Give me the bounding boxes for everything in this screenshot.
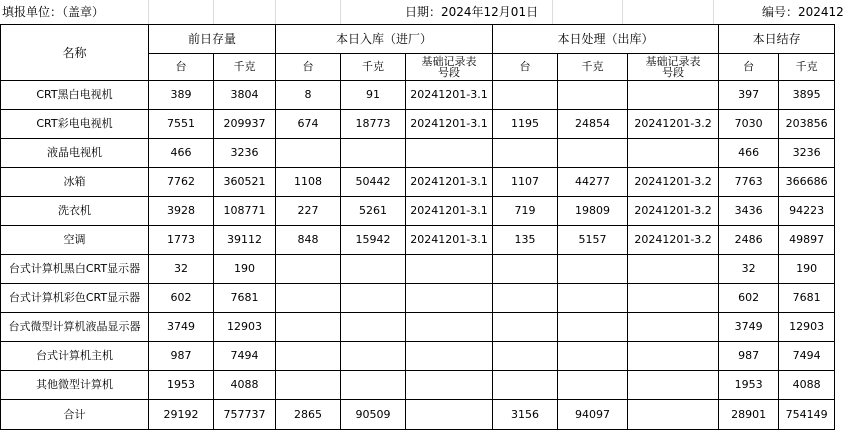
table-row: [1, 197, 835, 226]
cell-end-kg[interactable]: 12903: [779, 313, 835, 342]
cell-out-unit[interactable]: 719: [493, 197, 558, 226]
cell-in-unit[interactable]: [276, 139, 341, 168]
cell-in-unit[interactable]: 1108: [276, 168, 341, 197]
cell-in-kg[interactable]: 18773: [341, 110, 406, 139]
cell-end-kg[interactable]: 4088: [779, 371, 835, 400]
cell-in-unit[interactable]: 848: [276, 226, 341, 255]
table-row: [1, 255, 835, 284]
table-row: [1, 313, 835, 342]
cell-end-unit[interactable]: 397: [719, 81, 779, 110]
cell-name[interactable]: 台式计算机彩色CRT显示器: [1, 284, 149, 313]
cell-prev-unit[interactable]: 602: [149, 284, 214, 313]
cell-end-unit[interactable]: 3749: [719, 313, 779, 342]
cell-prev-unit[interactable]: 29192: [149, 400, 214, 430]
table-row: [1, 168, 835, 197]
cell-in-ref[interactable]: [406, 313, 493, 342]
report-date[interactable]: 日期：2024年12月01日: [405, 5, 539, 19]
cell-in-unit[interactable]: 227: [276, 197, 341, 226]
table-row: [1, 139, 835, 168]
cell-in-kg[interactable]: [341, 313, 406, 342]
cell-in-kg[interactable]: [341, 371, 406, 400]
cell-out-kg[interactable]: [558, 81, 628, 110]
cell-prev-kg[interactable]: 209937: [214, 110, 276, 139]
cell-gridline: [340, 0, 341, 24]
cell-end-kg[interactable]: 3236: [779, 139, 835, 168]
cell-out-unit[interactable]: 3156: [493, 400, 558, 430]
cell-out-kg[interactable]: [558, 313, 628, 342]
cell-in-ref[interactable]: [406, 255, 493, 284]
cell-out-unit[interactable]: [493, 255, 558, 284]
cell-in-kg[interactable]: 50442: [341, 168, 406, 197]
subheader-prev-kg[interactable]: 千克: [214, 54, 276, 81]
cell-prev-kg[interactable]: 4088: [214, 371, 276, 400]
cell-out-kg[interactable]: 19809: [558, 197, 628, 226]
cell-out-kg[interactable]: [558, 284, 628, 313]
report-code[interactable]: 编号：202412: [762, 5, 844, 19]
cell-out-unit[interactable]: 135: [493, 226, 558, 255]
subheader-end-kg[interactable]: 千克: [779, 54, 835, 81]
cell-name[interactable]: 合计: [1, 400, 149, 430]
cell-out-ref[interactable]: [628, 400, 719, 430]
cell-end-unit[interactable]: 466: [719, 139, 779, 168]
cell-in-ref[interactable]: 20241201-3.1: [406, 81, 493, 110]
cell-prev-unit[interactable]: 7762: [149, 168, 214, 197]
subheader-in-ref[interactable]: [406, 54, 493, 81]
cell-in-ref[interactable]: 20241201-3.1: [406, 197, 493, 226]
cell-end-unit[interactable]: 987: [719, 342, 779, 371]
cell-in-ref[interactable]: [406, 139, 493, 168]
subheader-in-kg[interactable]: 千克: [341, 54, 406, 81]
cell-end-unit[interactable]: 7763: [719, 168, 779, 197]
cell-name[interactable]: 冰箱: [1, 168, 149, 197]
cell-out-ref[interactable]: 20241201-3.2: [628, 226, 719, 255]
cell-end-kg[interactable]: 190: [779, 255, 835, 284]
cell-in-kg[interactable]: 90509: [341, 400, 406, 430]
table-row: [1, 110, 835, 139]
cell-end-kg[interactable]: 366686: [779, 168, 835, 197]
cell-out-kg[interactable]: 94097: [558, 400, 628, 430]
table-row: [1, 371, 835, 400]
col-header-prev-stock[interactable]: 前日存量: [149, 25, 276, 54]
cell-out-kg[interactable]: 5157: [558, 226, 628, 255]
cell-name[interactable]: 其他微型计算机: [1, 371, 149, 400]
cell-name[interactable]: 液晶电视机: [1, 139, 149, 168]
cell-in-unit[interactable]: [276, 342, 341, 371]
total-row: [1, 400, 835, 430]
table-row: [1, 81, 835, 110]
cell-in-ref[interactable]: 20241201-3.1: [406, 226, 493, 255]
inventory-rows: [1, 81, 835, 430]
cell-gridline: [275, 0, 276, 24]
cell-prev-kg[interactable]: 360521: [214, 168, 276, 197]
cell-prev-unit[interactable]: 987: [149, 342, 214, 371]
ref-header-line1: 基础记录表: [645, 55, 701, 68]
cell-out-unit[interactable]: 1195: [493, 110, 558, 139]
cell-end-unit[interactable]: 2486: [719, 226, 779, 255]
cell-end-unit[interactable]: 28901: [719, 400, 779, 430]
cell-name[interactable]: 台式计算机主机: [1, 342, 149, 371]
cell-in-kg[interactable]: [341, 284, 406, 313]
cell-in-ref[interactable]: 20241201-3.1: [406, 168, 493, 197]
cell-name[interactable]: 空调: [1, 226, 149, 255]
cell-in-ref[interactable]: 20241201-3.1: [406, 110, 493, 139]
cell-out-ref[interactable]: [628, 371, 719, 400]
cell-prev-kg[interactable]: 3804: [214, 81, 276, 110]
cell-end-kg[interactable]: 7494: [779, 342, 835, 371]
cell-prev-unit[interactable]: 3749: [149, 313, 214, 342]
cell-end-kg[interactable]: 754149: [779, 400, 835, 430]
cell-prev-unit[interactable]: 32: [149, 255, 214, 284]
cell-gridline: [213, 0, 214, 24]
table-row: [1, 226, 835, 255]
cell-in-unit[interactable]: 2865: [276, 400, 341, 430]
cell-out-ref[interactable]: [628, 81, 719, 110]
cell-gridline: [713, 0, 714, 24]
subheader-out-kg[interactable]: 千克: [558, 54, 628, 81]
cell-end-unit[interactable]: 1953: [719, 371, 779, 400]
col-header-name[interactable]: 名称: [1, 25, 149, 81]
cell-end-kg[interactable]: 203856: [779, 110, 835, 139]
cell-out-kg[interactable]: 24854: [558, 110, 628, 139]
cell-out-unit[interactable]: [493, 342, 558, 371]
cell-name[interactable]: 洗衣机: [1, 197, 149, 226]
cell-name[interactable]: CRT彩电电视机: [1, 110, 149, 139]
filler-unit-label[interactable]: 填报单位：（盖章）: [2, 5, 105, 19]
cell-in-unit[interactable]: [276, 371, 341, 400]
cell-prev-kg[interactable]: 7494: [214, 342, 276, 371]
report-header: [0, 0, 844, 24]
cell-name[interactable]: CRT黑白电视机: [1, 81, 149, 110]
cell-name[interactable]: 台式计算机黑白CRT显示器: [1, 255, 149, 284]
cell-in-unit[interactable]: 674: [276, 110, 341, 139]
cell-out-ref[interactable]: [628, 342, 719, 371]
cell-in-kg[interactable]: [341, 342, 406, 371]
cell-in-unit[interactable]: [276, 255, 341, 284]
cell-prev-kg[interactable]: 190: [214, 255, 276, 284]
cell-prev-unit[interactable]: 389: [149, 81, 214, 110]
cell-gridline: [622, 0, 623, 24]
cell-in-unit[interactable]: [276, 284, 341, 313]
cell-out-kg[interactable]: 44277: [558, 168, 628, 197]
table-row: [1, 284, 835, 313]
subheader-out-ref[interactable]: [628, 54, 719, 81]
cell-prev-kg[interactable]: 12903: [214, 313, 276, 342]
cell-end-kg[interactable]: 7681: [779, 284, 835, 313]
cell-prev-kg[interactable]: 3236: [214, 139, 276, 168]
cell-out-ref[interactable]: [628, 284, 719, 313]
cell-in-kg[interactable]: 91: [341, 81, 406, 110]
cell-in-ref[interactable]: [406, 342, 493, 371]
cell-prev-unit[interactable]: 1953: [149, 371, 214, 400]
cell-in-ref[interactable]: [406, 400, 493, 430]
cell-gridline: [552, 0, 553, 24]
cell-out-ref[interactable]: [628, 255, 719, 284]
cell-out-unit[interactable]: [493, 313, 558, 342]
cell-prev-unit[interactable]: 7551: [149, 110, 214, 139]
cell-in-kg[interactable]: [341, 255, 406, 284]
cell-out-ref[interactable]: [628, 139, 719, 168]
cell-out-unit[interactable]: 1107: [493, 168, 558, 197]
cell-prev-kg[interactable]: 108771: [214, 197, 276, 226]
cell-in-ref[interactable]: [406, 284, 493, 313]
cell-prev-unit[interactable]: 466: [149, 139, 214, 168]
cell-out-ref[interactable]: 20241201-3.2: [628, 197, 719, 226]
cell-end-unit[interactable]: 32: [719, 255, 779, 284]
cell-prev-kg[interactable]: 7681: [214, 284, 276, 313]
cell-end-unit[interactable]: 602: [719, 284, 779, 313]
subheader-out-unit[interactable]: 台: [493, 54, 558, 81]
subheader-in-unit[interactable]: 台: [276, 54, 341, 81]
cell-name[interactable]: 台式微型计算机液晶显示器: [1, 313, 149, 342]
cell-out-kg[interactable]: [558, 342, 628, 371]
cell-out-unit[interactable]: [493, 371, 558, 400]
cell-prev-unit[interactable]: 1773: [149, 226, 214, 255]
cell-end-kg[interactable]: 49897: [779, 226, 835, 255]
cell-end-unit[interactable]: 3436: [719, 197, 779, 226]
cell-end-unit[interactable]: 7030: [719, 110, 779, 139]
cell-in-kg[interactable]: 15942: [341, 226, 406, 255]
inventory-table: [0, 24, 835, 430]
subheader-end-unit[interactable]: 台: [719, 54, 779, 81]
cell-end-kg[interactable]: 3895: [779, 81, 835, 110]
cell-in-unit[interactable]: 8: [276, 81, 341, 110]
col-header-outbound[interactable]: 本日处理（出库）: [493, 25, 719, 54]
col-header-end-stock[interactable]: 本日结存: [719, 25, 835, 54]
cell-prev-unit[interactable]: 3928: [149, 197, 214, 226]
col-header-inbound[interactable]: 本日入库（进厂）: [276, 25, 493, 54]
cell-out-unit[interactable]: [493, 284, 558, 313]
cell-out-kg[interactable]: [558, 371, 628, 400]
cell-out-kg[interactable]: [558, 255, 628, 284]
cell-out-ref[interactable]: [628, 313, 719, 342]
cell-out-unit[interactable]: [493, 139, 558, 168]
cell-in-ref[interactable]: [406, 371, 493, 400]
subheader-prev-unit[interactable]: 台: [149, 54, 214, 81]
table-row: [1, 342, 835, 371]
cell-out-ref[interactable]: 20241201-3.2: [628, 168, 719, 197]
cell-in-kg[interactable]: 5261: [341, 197, 406, 226]
ref-header-line2: 号段: [438, 66, 461, 79]
cell-in-kg[interactable]: [341, 139, 406, 168]
ref-header-line2: 号段: [662, 66, 685, 79]
cell-out-kg[interactable]: [558, 139, 628, 168]
cell-out-ref[interactable]: 20241201-3.2: [628, 110, 719, 139]
cell-prev-kg[interactable]: 757737: [214, 400, 276, 430]
cell-prev-kg[interactable]: 39112: [214, 226, 276, 255]
ref-header-line1: 基础记录表: [421, 55, 477, 68]
cell-out-unit[interactable]: [493, 81, 558, 110]
cell-in-unit[interactable]: [276, 313, 341, 342]
cell-gridline: [148, 0, 149, 24]
cell-end-kg[interactable]: 94223: [779, 197, 835, 226]
